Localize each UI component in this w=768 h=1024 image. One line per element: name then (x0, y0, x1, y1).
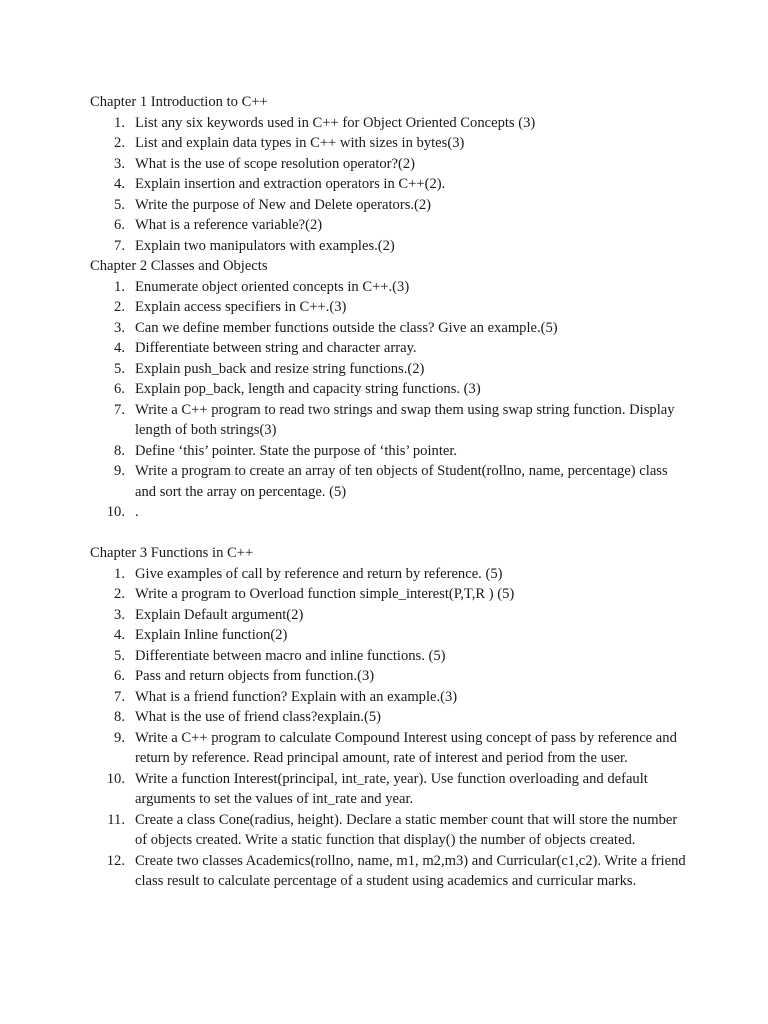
question-item (90, 277, 690, 298)
question-item (90, 297, 690, 318)
question-text: Write a function Interest(principal, int_rate, year). Use function overloading and default arguments to set the values of int_rate and year. (135, 770, 648, 807)
question-item (90, 625, 690, 646)
question-number: 6. (114, 217, 125, 233)
question-text: Give examples of call by reference and return by reference. (5) (135, 565, 503, 582)
chapter-title: Chapter 3 Functions in C++ (90, 545, 254, 561)
question-item (90, 195, 690, 216)
question-number: 1. (114, 114, 125, 131)
question-text: Explain access specifiers in C++.(3) (135, 299, 347, 315)
chapter-title: Chapter 1 Introduction to C++ (90, 94, 268, 110)
question-number: 2. (114, 586, 125, 602)
question-item (90, 318, 690, 339)
blank-line (90, 523, 690, 544)
question-list (90, 564, 690, 892)
question-text: Write a program to create an array of ten objects of Student(rollno, name, percentage) class and sort the array on percentage. (5) (135, 463, 668, 500)
question-item (90, 851, 690, 892)
question-text: Explain Inline function(2) (135, 627, 288, 643)
question-number: 10. (106, 770, 125, 787)
question-text: What is a friend function? Explain with an example.(3) (135, 688, 458, 705)
question-item (90, 605, 690, 626)
question-item (90, 236, 690, 257)
question-text: What is the use of friend class?explain.(5) (135, 709, 381, 725)
question-number: 4. (114, 627, 125, 643)
question-text: Can we define member functions outside the class? Give an example.(5) (135, 319, 558, 336)
question-item (90, 441, 690, 462)
question-number: 7. (114, 688, 125, 705)
question-item (90, 379, 690, 400)
question-text: Differentiate between string and character array. (135, 340, 417, 356)
question-number: 6. (114, 668, 125, 684)
question-item (90, 215, 690, 236)
question-number: 8. (114, 709, 125, 725)
question-number: 4. (114, 176, 125, 192)
question-number: 1. (114, 565, 125, 582)
question-text: Explain two manipulators with examples.(2) (135, 237, 395, 254)
question-number: 3. (114, 606, 125, 623)
question-text: Explain insertion and extraction operators in C++(2). (135, 176, 446, 192)
question-text: Create two classes Academics(rollno, name, m1, m2,m3) and Curricular(c1,c2). Write a friend class result to calculate percentage of a student using academics and curricular marks. (135, 852, 686, 889)
question-text: Write a C++ program to calculate Compound Interest using concept of pass by reference and return by reference. Read principal amount, rate of interest and period from the user. (135, 729, 677, 766)
question-text: Pass and return objects from function.(3) (135, 668, 375, 684)
question-list (90, 113, 690, 257)
question-number: 2. (114, 135, 125, 151)
question-item (90, 666, 690, 687)
question-item (90, 687, 690, 708)
question-number: 4. (114, 340, 125, 356)
question-item (90, 810, 690, 851)
question-text: . (135, 504, 139, 520)
question-number: 3. (114, 319, 125, 336)
question-number: 7. (114, 237, 125, 254)
question-text: What is a reference variable?(2) (135, 217, 323, 233)
question-item (90, 113, 690, 134)
question-text: List any six keywords used in C++ for Object Oriented Concepts (3) (135, 114, 536, 131)
question-item (90, 359, 690, 380)
question-text: Enumerate object oriented concepts in C++.(3) (135, 278, 410, 295)
question-text: List and explain data types in C++ with sizes in bytes(3) (135, 135, 465, 151)
question-item (90, 769, 690, 810)
question-item (90, 133, 690, 154)
question-number: 3. (114, 155, 125, 172)
question-number: 12. (106, 852, 125, 869)
chapter-1 (90, 92, 690, 256)
question-item (90, 338, 690, 359)
question-text: Write a program to Overload function simple_interest(P,T,R ) (5) (135, 586, 515, 602)
question-text: What is the use of scope resolution operator?(2) (135, 155, 416, 172)
question-item (90, 502, 690, 523)
chapter-3 (90, 543, 690, 892)
question-number: 1. (114, 278, 125, 295)
question-item (90, 174, 690, 195)
question-item (90, 646, 690, 667)
question-number: 9. (114, 463, 125, 479)
question-text: Write the purpose of New and Delete operators.(2) (135, 196, 432, 213)
question-number: 9. (114, 729, 125, 746)
question-number: 11. (107, 811, 125, 828)
question-item (90, 154, 690, 175)
question-text: Differentiate between macro and inline functions. (5) (135, 647, 446, 664)
question-item (90, 461, 690, 502)
document-content (90, 92, 690, 892)
question-item (90, 707, 690, 728)
question-text: Define ‘this’ pointer. State the purpose of ‘this’ pointer. (135, 442, 458, 459)
question-number: 10. (106, 504, 125, 520)
chapter-title: Chapter 2 Classes and Objects (90, 258, 268, 274)
question-number: 5. (114, 647, 125, 664)
question-item (90, 728, 690, 769)
question-number: 5. (114, 360, 125, 377)
question-number: 6. (114, 381, 125, 397)
question-number: 8. (114, 442, 125, 459)
question-number: 2. (114, 299, 125, 315)
question-number: 5. (114, 196, 125, 213)
question-text: Write a C++ program to read two strings and swap them using swap string function. Display length of both strings(3) (135, 401, 675, 438)
question-text: Explain Default argument(2) (135, 606, 304, 623)
question-text: Explain push_back and resize string functions.(2) (135, 360, 425, 377)
chapter-2 (90, 256, 690, 523)
question-text: Explain pop_back, length and capacity string functions. (3) (135, 381, 481, 397)
question-number: 7. (114, 401, 125, 418)
question-text: Create a class Cone(radius, height). Declare a static member count that will store the number of objects created. Write a static function that display() the number of objects created. (135, 811, 678, 848)
question-item (90, 584, 690, 605)
question-list (90, 277, 690, 523)
question-item (90, 400, 690, 441)
question-item (90, 564, 690, 585)
